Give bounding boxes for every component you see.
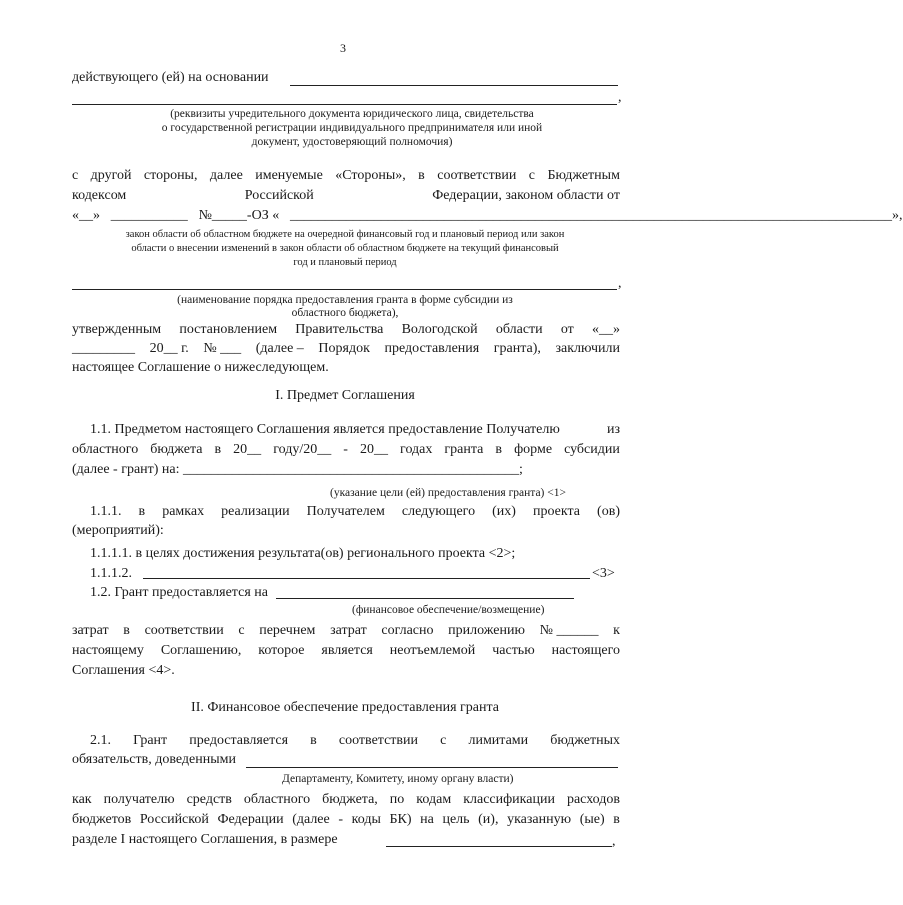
- note-procedure-l2: областного бюджета),: [291, 307, 399, 319]
- page-number: 3: [340, 41, 346, 55]
- note-requisites-l3: документ, удостоверяющий полномочия): [251, 136, 453, 148]
- note-law-l3: год и плановый период: [293, 257, 397, 268]
- s2-p21b-line: обязательств, доведенными: [72, 752, 237, 767]
- approved-line: утвержденным постановлением Правительства Вологодской области от «__»: [72, 322, 620, 337]
- s1-p2-line: областного бюджета в 20__ году/20__ - 20__ годах гранта в форме субсидии: [72, 442, 620, 457]
- note-law-l1: закон области об областном бюджете на очередной финансовый год и плановый период или закон: [125, 229, 565, 240]
- s1-p3-line: (далее - грант) на: ________________________________________________;: [72, 462, 523, 477]
- code-line: кодексом Российской Федерации, законом области от: [72, 188, 620, 203]
- s2-p21d-line: бюджетов Российской Федерации (далее - коды БК) на цель (и), указанную (ые) в: [72, 812, 620, 827]
- s2-p21-line: 2.1. Грант предоставляется в соответствии с лимитами бюджетных: [90, 733, 620, 748]
- p21-field-line[interactable]: [246, 767, 618, 768]
- agreement-line: настоящее Соглашение о нижеследующем.: [72, 360, 329, 375]
- section1-title: I. Предмет Соглашения: [275, 388, 415, 403]
- note-financing: (финансовое обеспечение/возмещение): [352, 604, 545, 616]
- s1-p12d-line: Соглашения <4>.: [72, 663, 175, 678]
- section2-title: II. Финансовое обеспечение предоставления гранта: [191, 700, 499, 715]
- s1-p111b-line: (мероприятий):: [72, 523, 164, 538]
- s1-p1112-mark: <3>: [592, 566, 615, 581]
- procedure-field-line[interactable]: [72, 289, 617, 290]
- note-requisites-l1: (реквизиты учредительного документа юридического лица, свидетельства: [170, 108, 534, 120]
- note-purpose: (указание цели (ей) предоставления гранта) <1>: [330, 487, 566, 499]
- comma: ,: [612, 834, 616, 849]
- comma: ,: [618, 90, 622, 105]
- s1-p111-line: 1.1.1. в рамках реализации Получателем следующего (их) проекта (ов): [90, 504, 620, 519]
- note-requisites-l2: о государственной регистрации индивидуального предпринимателя или иной: [161, 122, 543, 134]
- other-side-line: с другой стороны, далее именуемые «Стороны», в соответствии с Бюджетным: [72, 168, 620, 183]
- year-line: _________ 20__ г. № ___ (далее – Порядок предоставления гранта), заключили: [72, 341, 620, 356]
- basis-field-line-2[interactable]: [72, 104, 617, 105]
- s1-p1111-line: 1.1.1.1. в целях достижения результата(ов) регионального проекта <2>;: [90, 546, 516, 561]
- acting-basis-text: действующего (ей) на основании: [72, 70, 269, 85]
- note-procedure-l1: (наименование порядка предоставления гранта в форме субсидии из: [177, 294, 513, 306]
- note-law-l2: области о внесении изменений в закон области об областном бюджете на текущий финансовый: [131, 243, 559, 254]
- p12-field-line[interactable]: [276, 598, 574, 599]
- s2-p21e-line: разделе I настоящего Соглашения, в размере: [72, 832, 338, 847]
- note-department: Департаменту, Комитету, иному органу власти): [282, 773, 514, 785]
- s1-p12c-line: настоящему Соглашению, которое является неотъемлемой частью настоящего: [72, 643, 620, 658]
- law-line: «__» ___________ №_____-ОЗ « ______________________________________________________________________________________»,: [72, 208, 903, 223]
- s1-p12b-line: затрат в соответствии с перечнем затрат согласно приложению № ______ к: [72, 623, 620, 638]
- basis-field-line[interactable]: [290, 85, 618, 86]
- s2-p21c-line: как получателю средств областного бюджета, по кодам классификации расходов: [72, 792, 620, 807]
- s1-p1112-label: 1.1.1.2.: [90, 566, 132, 581]
- comma: ,: [618, 276, 622, 291]
- s1-p12-line: 1.2. Грант предоставляется на: [90, 585, 268, 600]
- amount-field-line[interactable]: [386, 846, 612, 847]
- s1-p1-line: 1.1. Предметом настоящего Соглашения является предоставление Получателю из: [90, 422, 620, 437]
- p1112-field-line[interactable]: [143, 578, 590, 579]
